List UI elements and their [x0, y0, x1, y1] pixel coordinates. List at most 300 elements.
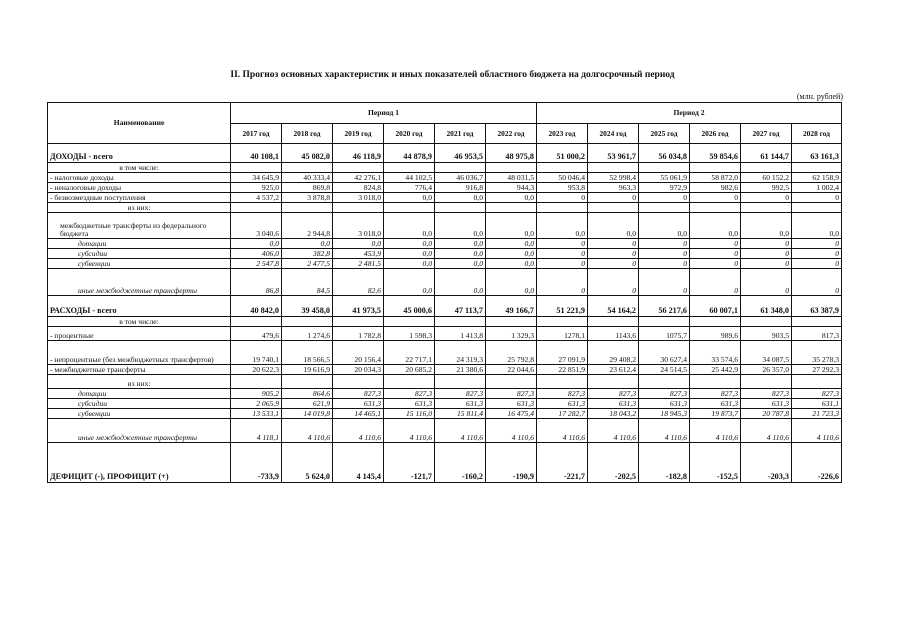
- value-cell: 63 161,3: [792, 144, 842, 163]
- value-cell: [792, 203, 842, 213]
- value-cell: -160,2: [435, 443, 486, 483]
- value-cell: 0,0: [435, 259, 486, 269]
- value-cell: 0: [792, 259, 842, 269]
- value-cell: 827,3: [741, 389, 792, 399]
- value-cell: 82,6: [333, 269, 384, 296]
- units-note: (млн. рублей): [796, 92, 843, 101]
- value-cell: 916,8: [435, 183, 486, 193]
- value-cell: 0,0: [435, 249, 486, 259]
- value-cell: 86,8: [231, 269, 282, 296]
- table-row: [48, 317, 842, 327]
- value-cell: 0: [639, 193, 690, 203]
- value-cell: -182,8: [639, 443, 690, 483]
- value-cell: [792, 317, 842, 327]
- value-cell: 18 566,5: [282, 341, 333, 365]
- value-cell: [333, 203, 384, 213]
- value-cell: [588, 203, 639, 213]
- value-cell: 35 278,3: [792, 341, 842, 365]
- table-row: [48, 193, 842, 203]
- row-label: в том числе:: [48, 163, 231, 173]
- year-header: 2017 год: [231, 124, 282, 144]
- value-cell: 22 717,1: [384, 341, 435, 365]
- value-cell: 4 110,6: [690, 419, 741, 443]
- value-cell: -190,9: [486, 443, 537, 483]
- value-cell: 1075,7: [639, 327, 690, 341]
- value-cell: 0: [741, 259, 792, 269]
- value-cell: 27 091,9: [537, 341, 588, 365]
- value-cell: 0: [537, 193, 588, 203]
- value-cell: 0: [792, 193, 842, 203]
- row-label: дотации: [48, 239, 231, 249]
- value-cell: 26 357,0: [741, 365, 792, 375]
- value-cell: 827,3: [486, 389, 537, 399]
- value-cell: 20 034,3: [333, 365, 384, 375]
- table-row: [48, 409, 842, 419]
- value-cell: 4 110,6: [435, 419, 486, 443]
- value-cell: [690, 203, 741, 213]
- value-cell: 53 961,7: [588, 144, 639, 163]
- value-cell: [690, 163, 741, 173]
- value-cell: 0: [792, 239, 842, 249]
- value-cell: 4 110,6: [792, 419, 842, 443]
- value-cell: [435, 317, 486, 327]
- value-cell: 1278,1: [537, 327, 588, 341]
- value-cell: 827,3: [588, 389, 639, 399]
- row-label: межбюджетные трансферты из федерального бюджета: [48, 213, 231, 239]
- value-cell: 2 547,8: [231, 259, 282, 269]
- value-cell: 60 007,1: [690, 296, 741, 317]
- value-cell: 631,3: [435, 399, 486, 409]
- value-cell: 48 975,8: [486, 144, 537, 163]
- value-cell: [486, 375, 537, 389]
- row-label: - налоговые доходы: [48, 173, 231, 183]
- value-cell: [231, 203, 282, 213]
- table-row: [48, 249, 842, 259]
- value-cell: [435, 203, 486, 213]
- table-row: [48, 144, 842, 163]
- row-label: субсидии: [48, 249, 231, 259]
- table-row: [48, 259, 842, 269]
- value-cell: 20 685,2: [384, 365, 435, 375]
- year-header: 2028 год: [792, 124, 842, 144]
- value-cell: 903,5: [741, 327, 792, 341]
- value-cell: 4 118,1: [231, 419, 282, 443]
- value-cell: 0: [588, 193, 639, 203]
- period1-header: Период 1: [231, 103, 537, 124]
- value-cell: [792, 163, 842, 173]
- table-row: [48, 203, 842, 213]
- value-cell: 2 944,8: [282, 213, 333, 239]
- value-cell: 827,3: [639, 389, 690, 399]
- row-label: субвенции: [48, 409, 231, 419]
- value-cell: 631,3: [588, 399, 639, 409]
- value-cell: 1 274,6: [282, 327, 333, 341]
- value-cell: 0: [690, 193, 741, 203]
- value-cell: 46 118,9: [333, 144, 384, 163]
- value-cell: -121,7: [384, 443, 435, 483]
- value-cell: 0,0: [486, 269, 537, 296]
- value-cell: 20 787,8: [741, 409, 792, 419]
- value-cell: 47 113,7: [435, 296, 486, 317]
- value-cell: 453,9: [333, 249, 384, 259]
- value-cell: 0,0: [588, 213, 639, 239]
- value-cell: 0: [792, 249, 842, 259]
- value-cell: 0: [741, 269, 792, 296]
- value-cell: 0,0: [384, 249, 435, 259]
- table-row: [48, 163, 842, 173]
- table-row: [48, 296, 842, 317]
- value-cell: -202,5: [588, 443, 639, 483]
- value-cell: 972,9: [639, 183, 690, 193]
- value-cell: [741, 163, 792, 173]
- value-cell: 0,0: [384, 269, 435, 296]
- value-cell: 2 477,5: [282, 259, 333, 269]
- value-cell: 631,3: [741, 399, 792, 409]
- value-cell: 58 872,0: [690, 173, 741, 183]
- value-cell: 30 627,4: [639, 341, 690, 365]
- value-cell: 48 031,5: [486, 173, 537, 183]
- value-cell: 17 282,7: [537, 409, 588, 419]
- value-cell: [639, 317, 690, 327]
- value-cell: [333, 163, 384, 173]
- value-cell: 944,3: [486, 183, 537, 193]
- value-cell: 44 878,9: [384, 144, 435, 163]
- value-cell: 4 110,6: [384, 419, 435, 443]
- value-cell: 0,0: [231, 239, 282, 249]
- value-cell: 49 166,7: [486, 296, 537, 317]
- table-row: [48, 341, 842, 365]
- value-cell: 4 110,6: [282, 419, 333, 443]
- value-cell: 982,6: [690, 183, 741, 193]
- year-header: 2019 год: [333, 124, 384, 144]
- value-cell: 0,0: [384, 259, 435, 269]
- value-cell: [537, 317, 588, 327]
- value-cell: 4 145,4: [333, 443, 384, 483]
- value-cell: 61 348,0: [741, 296, 792, 317]
- value-cell: [690, 375, 741, 389]
- value-cell: 15 116,0: [384, 409, 435, 419]
- value-cell: 55 061,9: [639, 173, 690, 183]
- value-cell: 34 087,5: [741, 341, 792, 365]
- value-cell: 25 442,9: [690, 365, 741, 375]
- value-cell: 0,0: [384, 239, 435, 249]
- value-cell: 22 044,6: [486, 365, 537, 375]
- value-cell: [486, 163, 537, 173]
- value-cell: 0: [537, 239, 588, 249]
- value-cell: 0: [792, 269, 842, 296]
- value-cell: 23 612,4: [588, 365, 639, 375]
- value-cell: 21 723,3: [792, 409, 842, 419]
- value-cell: 14 019,8: [282, 409, 333, 419]
- value-cell: 0,0: [792, 213, 842, 239]
- value-cell: 631,3: [486, 399, 537, 409]
- value-cell: 3 018,0: [333, 213, 384, 239]
- value-cell: [792, 375, 842, 389]
- table-row: [48, 399, 842, 409]
- value-cell: 992,5: [741, 183, 792, 193]
- value-cell: 16 475,4: [486, 409, 537, 419]
- value-cell: [384, 163, 435, 173]
- value-cell: 42 276,1: [333, 173, 384, 183]
- value-cell: 20 156,4: [333, 341, 384, 365]
- value-cell: 0: [537, 259, 588, 269]
- value-cell: -203,3: [741, 443, 792, 483]
- value-cell: 0,0: [333, 239, 384, 249]
- row-label: иные межбюджетные трансферты: [48, 419, 231, 443]
- value-cell: 0: [537, 269, 588, 296]
- table-row: [48, 327, 842, 341]
- value-cell: 3 040,6: [231, 213, 282, 239]
- value-cell: 0,0: [486, 193, 537, 203]
- value-cell: 989,6: [690, 327, 741, 341]
- value-cell: 0: [588, 249, 639, 259]
- value-cell: 39 458,0: [282, 296, 333, 317]
- value-cell: 4 537,2: [231, 193, 282, 203]
- value-cell: 382,8: [282, 249, 333, 259]
- period2-header: Период 2: [537, 103, 842, 124]
- value-cell: 52 998,4: [588, 173, 639, 183]
- value-cell: [231, 375, 282, 389]
- value-cell: 0: [639, 239, 690, 249]
- year-header: 2025 год: [639, 124, 690, 144]
- value-cell: 0: [639, 269, 690, 296]
- value-cell: 56 034,8: [639, 144, 690, 163]
- value-cell: 0,0: [435, 239, 486, 249]
- value-cell: 2 481,5: [333, 259, 384, 269]
- value-cell: [435, 375, 486, 389]
- value-cell: 20 622,3: [231, 365, 282, 375]
- year-header: 2022 год: [486, 124, 537, 144]
- table-row: [48, 269, 842, 296]
- value-cell: 45 000,6: [384, 296, 435, 317]
- value-cell: 59 854,6: [690, 144, 741, 163]
- value-cell: 0,0: [435, 269, 486, 296]
- value-cell: 4 110,6: [588, 419, 639, 443]
- value-cell: 62 158,9: [792, 173, 842, 183]
- value-cell: -733,9: [231, 443, 282, 483]
- value-cell: 40 842,0: [231, 296, 282, 317]
- value-cell: 4 110,6: [486, 419, 537, 443]
- value-cell: 19 616,9: [282, 365, 333, 375]
- value-cell: 44 102,5: [384, 173, 435, 183]
- value-cell: 631,3: [384, 399, 435, 409]
- value-cell: 0,0: [435, 193, 486, 203]
- row-label: - непроцентные (без межбюджетных трансфертов): [48, 341, 231, 365]
- table-row: [48, 239, 842, 249]
- value-cell: 631,1: [792, 399, 842, 409]
- value-cell: 3 018,0: [333, 193, 384, 203]
- value-cell: 0: [741, 249, 792, 259]
- value-cell: [333, 317, 384, 327]
- value-cell: 61 144,7: [741, 144, 792, 163]
- value-cell: [486, 203, 537, 213]
- value-cell: [384, 203, 435, 213]
- value-cell: [639, 203, 690, 213]
- value-cell: 24 514,5: [639, 365, 690, 375]
- table-row: [48, 365, 842, 375]
- value-cell: 827,3: [690, 389, 741, 399]
- value-cell: 29 408,2: [588, 341, 639, 365]
- table-row: [48, 183, 842, 193]
- year-header: 2018 год: [282, 124, 333, 144]
- value-cell: 25 792,8: [486, 341, 537, 365]
- value-cell: [741, 375, 792, 389]
- value-cell: 45 082,0: [282, 144, 333, 163]
- row-label: иные межбюджетные трансферты: [48, 269, 231, 296]
- row-label: - неналоговые доходы: [48, 183, 231, 193]
- name-column-header: Наименование: [48, 103, 231, 144]
- value-cell: [639, 375, 690, 389]
- value-cell: [333, 375, 384, 389]
- year-header: 2020 год: [384, 124, 435, 144]
- value-cell: 51 000,2: [537, 144, 588, 163]
- value-cell: 1 413,8: [435, 327, 486, 341]
- value-cell: 0,0: [282, 239, 333, 249]
- year-header: 2023 год: [537, 124, 588, 144]
- table-body: [48, 144, 842, 483]
- value-cell: 0: [588, 259, 639, 269]
- value-cell: [741, 203, 792, 213]
- row-label: дотации: [48, 389, 231, 399]
- value-cell: 14 465,1: [333, 409, 384, 419]
- row-label: ДЕФИЦИТ (-), ПРОФИЦИТ (+): [48, 443, 231, 483]
- row-label: из них:: [48, 375, 231, 389]
- value-cell: [588, 163, 639, 173]
- value-cell: -221,7: [537, 443, 588, 483]
- value-cell: 0,0: [486, 239, 537, 249]
- year-header: 2024 год: [588, 124, 639, 144]
- row-label: - процентные: [48, 327, 231, 341]
- value-cell: -152,5: [690, 443, 741, 483]
- value-cell: 4 110,6: [639, 419, 690, 443]
- value-cell: [231, 317, 282, 327]
- value-cell: 864,6: [282, 389, 333, 399]
- value-cell: 0: [741, 239, 792, 249]
- value-cell: 827,3: [537, 389, 588, 399]
- value-cell: 824,8: [333, 183, 384, 193]
- value-cell: 0,0: [690, 213, 741, 239]
- value-cell: [435, 163, 486, 173]
- value-cell: 0,0: [486, 249, 537, 259]
- value-cell: 0: [588, 239, 639, 249]
- value-cell: [537, 375, 588, 389]
- value-cell: 46 036,7: [435, 173, 486, 183]
- value-cell: 54 164,2: [588, 296, 639, 317]
- value-cell: [231, 163, 282, 173]
- value-cell: 22 851,9: [537, 365, 588, 375]
- value-cell: [639, 163, 690, 173]
- value-cell: [282, 163, 333, 173]
- value-cell: 827,3: [384, 389, 435, 399]
- value-cell: 631,3: [333, 399, 384, 409]
- value-cell: 4 110,6: [537, 419, 588, 443]
- row-label: - межбюджетные трансферты: [48, 365, 231, 375]
- value-cell: 1 329,3: [486, 327, 537, 341]
- value-cell: 84,5: [282, 269, 333, 296]
- table-row: [48, 375, 842, 389]
- table-row: [48, 389, 842, 399]
- table-row: [48, 173, 842, 183]
- value-cell: [588, 317, 639, 327]
- value-cell: 1 598,3: [384, 327, 435, 341]
- value-cell: [384, 317, 435, 327]
- row-label: из них:: [48, 203, 231, 213]
- table-row: [48, 213, 842, 239]
- value-cell: 4 110,6: [741, 419, 792, 443]
- row-label: ДОХОДЫ - всего: [48, 144, 231, 163]
- value-cell: 827,3: [792, 389, 842, 399]
- value-cell: 19 740,1: [231, 341, 282, 365]
- year-header: 2027 год: [741, 124, 792, 144]
- value-cell: 50 046,4: [537, 173, 588, 183]
- row-label: в том числе:: [48, 317, 231, 327]
- value-cell: 0,0: [537, 213, 588, 239]
- row-label: субвенции: [48, 259, 231, 269]
- row-label: РАСХОДЫ - всего: [48, 296, 231, 317]
- value-cell: 0: [690, 259, 741, 269]
- value-cell: [282, 375, 333, 389]
- table-row: [48, 443, 842, 483]
- value-cell: 56 217,6: [639, 296, 690, 317]
- year-header: 2026 год: [690, 124, 741, 144]
- value-cell: 5 624,0: [282, 443, 333, 483]
- value-cell: 0: [588, 269, 639, 296]
- header-row-periods: [48, 103, 842, 124]
- value-cell: [690, 317, 741, 327]
- value-cell: 0: [690, 249, 741, 259]
- value-cell: 406,0: [231, 249, 282, 259]
- value-cell: 817,3: [792, 327, 842, 341]
- value-cell: 1 002,4: [792, 183, 842, 193]
- value-cell: 869,8: [282, 183, 333, 193]
- value-cell: 24 319,3: [435, 341, 486, 365]
- value-cell: [741, 317, 792, 327]
- value-cell: 63 387,9: [792, 296, 842, 317]
- value-cell: 27 292,3: [792, 365, 842, 375]
- value-cell: 0,0: [435, 213, 486, 239]
- value-cell: 776,4: [384, 183, 435, 193]
- year-header: 2021 год: [435, 124, 486, 144]
- value-cell: 0,0: [384, 213, 435, 239]
- value-cell: 0,0: [486, 213, 537, 239]
- value-cell: 0,0: [639, 213, 690, 239]
- value-cell: 41 973,5: [333, 296, 384, 317]
- value-cell: 0: [690, 239, 741, 249]
- document-title: II. Прогноз основных характеристик и иных показателей областного бюджета на долгосрочный период: [230, 70, 675, 80]
- table-row: [48, 419, 842, 443]
- value-cell: 40 108,1: [231, 144, 282, 163]
- value-cell: 46 953,5: [435, 144, 486, 163]
- value-cell: [537, 163, 588, 173]
- value-cell: 4 110,6: [333, 419, 384, 443]
- value-cell: 621,9: [282, 399, 333, 409]
- value-cell: 0: [690, 269, 741, 296]
- value-cell: 631,3: [537, 399, 588, 409]
- value-cell: 0: [639, 259, 690, 269]
- row-label: - безвозмездные поступления: [48, 193, 231, 203]
- value-cell: 963,3: [588, 183, 639, 193]
- value-cell: [588, 375, 639, 389]
- row-label: субсидии: [48, 399, 231, 409]
- value-cell: 13 533,1: [231, 409, 282, 419]
- value-cell: 0: [639, 249, 690, 259]
- value-cell: 1 782,8: [333, 327, 384, 341]
- value-cell: 479,6: [231, 327, 282, 341]
- value-cell: 19 873,7: [690, 409, 741, 419]
- value-cell: 827,3: [435, 389, 486, 399]
- value-cell: 631,3: [690, 399, 741, 409]
- value-cell: -226,6: [792, 443, 842, 483]
